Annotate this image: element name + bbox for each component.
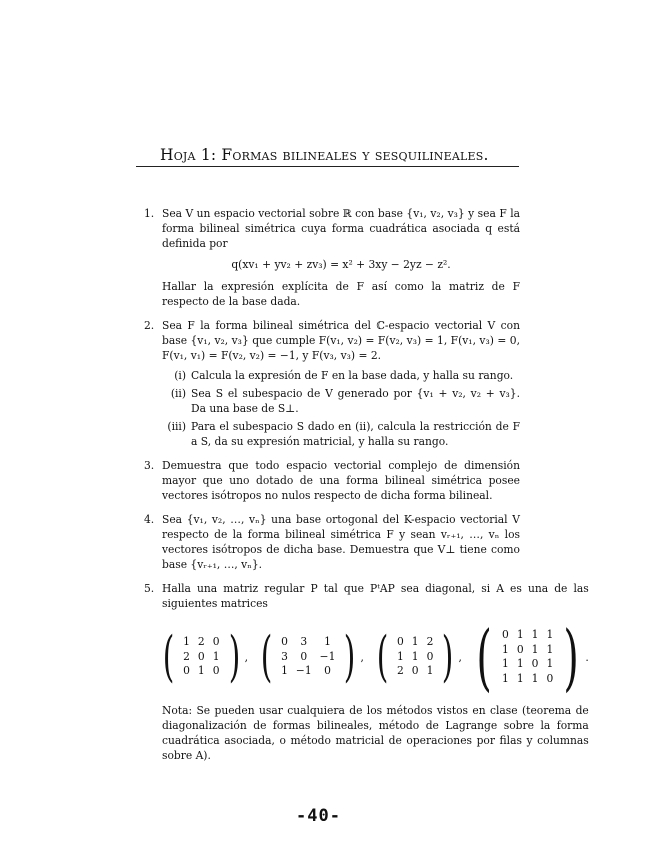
matrix-entry: 1 <box>212 649 220 663</box>
matrix-entry: 1 <box>197 664 205 678</box>
title-underline <box>136 166 519 167</box>
matrix-entry: 1 <box>502 642 509 656</box>
right-paren: ) <box>344 625 356 688</box>
matrix-entry: 0 <box>531 657 539 670</box>
matrix-entry: 0 <box>546 671 554 685</box>
matrix-separator: , <box>458 650 462 664</box>
matrix-entry: 0 <box>212 635 220 649</box>
matrix-entry: 2 <box>426 635 434 649</box>
matrix-entry: 1 <box>411 649 419 663</box>
right-paren: ) <box>442 625 454 688</box>
matrix-entry: 2 <box>183 649 190 663</box>
problem-number: 5. <box>144 582 155 595</box>
matrix-entry: 1 <box>281 664 288 678</box>
matrix-entry: 1 <box>502 657 509 670</box>
matrix-separator: , <box>244 650 248 664</box>
matrix-list <box>158 615 589 699</box>
problem-statement: Demuestra que todo espacio vectorial complejo de dimensión mayor que uno dotado de una forma bilineal simétrica posee vectores isótropos no nulos respecto de dicha forma bilineal. <box>162 459 520 502</box>
matrix-entry: 1 <box>531 671 539 685</box>
matrix-entry: 0 <box>516 642 524 656</box>
matrix-entry: 1 <box>531 628 539 641</box>
matrix-entry: 0 <box>183 664 190 678</box>
matrix-entry: 1 <box>546 628 554 641</box>
matrix-entry: 3 <box>281 649 288 663</box>
matrix-entry: 0 <box>502 628 509 641</box>
left-paren: ( <box>162 625 175 688</box>
matrix-entry: −1 <box>319 649 336 663</box>
right-paren: ) <box>563 615 580 699</box>
matrix-entry: 0 <box>212 664 220 678</box>
matrix-separator: , <box>360 650 364 664</box>
problem-list <box>144 206 589 772</box>
problem-3 <box>144 458 520 503</box>
matrix-2 <box>256 625 361 688</box>
matrix-entry: 0 <box>396 635 404 649</box>
matrix-entry: 0 <box>411 664 419 678</box>
matrix-3 <box>372 625 459 688</box>
matrix-entry: 1 <box>426 664 434 678</box>
problem-number: 2. <box>144 319 155 332</box>
problem-statement: Sea V un espacio vectorial sobre ℝ con base {v₁, v₂, v₃} y sea F la forma bilineal simétrica cuya forma cuadrática asociada q está definida por <box>162 207 520 250</box>
matrix-entry: 1 <box>324 635 331 649</box>
subitem-text: Sea S el subespacio de V generado por {v₁ + v₂, v₂ + v₃}. Da una base de S⊥. <box>191 387 520 415</box>
left-paren: ( <box>476 615 492 699</box>
matrix-entry: 2 <box>197 635 205 649</box>
problem-4 <box>144 512 520 572</box>
matrix-entry: 1 <box>516 628 524 641</box>
matrix-1 <box>158 625 245 688</box>
page-number: -40- <box>296 806 341 826</box>
problem-number: 3. <box>144 459 155 472</box>
problem-statement: Halla una matriz regular P tal que PᵗAP sea diagonal, si A es una de las siguientes matrices <box>162 582 589 610</box>
subitem-text: Calcula la expresión de F en la base dada, y halla su rango. <box>191 369 514 382</box>
matrix-entry: 3 <box>300 635 308 649</box>
matrix-entry: 1 <box>546 642 554 656</box>
subitem-iii <box>162 419 520 449</box>
matrix-entry: 1 <box>183 635 190 649</box>
quadratic-form-formula: q(xv₁ + yv₂ + zv₃) = x² + 3xy − 2yz − z². <box>231 258 451 271</box>
matrix-entry: 0 <box>197 649 205 663</box>
problem-number: 1. <box>144 207 155 220</box>
matrix-entry: 2 <box>396 664 404 678</box>
left-paren: ( <box>376 625 389 688</box>
subitem-text: Para el subespacio S dado en (ii), calcula la restricción de F a S, da su expresión matricial, y halla su rango. <box>191 420 520 448</box>
subitem-label: (ii) <box>170 387 186 400</box>
matrix-entry: 0 <box>324 664 331 678</box>
subitem-ii <box>162 386 520 416</box>
matrix-entry: 1 <box>396 649 404 663</box>
problem-1 <box>144 206 520 309</box>
matrix-entry: 1 <box>531 642 539 656</box>
problem-2 <box>144 318 520 449</box>
matrix-entry: 1 <box>411 635 419 649</box>
matrix-terminator: . <box>585 650 589 664</box>
problem-question: Hallar la expresión explícita de F así como la matriz de F respecto de la base dada. <box>162 280 520 308</box>
subitem-i <box>162 368 520 383</box>
matrix-entry: −1 <box>295 664 312 678</box>
matrix-entry: 1 <box>546 657 554 670</box>
problem-5 <box>144 581 589 763</box>
right-paren: ) <box>228 625 240 688</box>
left-paren: ( <box>260 625 273 688</box>
method-note: Nota: Se pueden usar cualquiera de los métodos vistos en clase (teorema de diagonalización de formas bilineales, método de Lagrange sobre la forma cuadrática asociada, o método matricial de operaciones por filas y columnas sobre A). <box>162 704 589 762</box>
subitem-label: (iii) <box>167 420 186 433</box>
problem-statement: Sea F la forma bilineal simétrica del ℂ-espacio vectorial V con base {v₁, v₂, v₃} que cumple F(v₁, v₂) = F(v₂, v₃) = 1, F(v₁, v₃) = 0, F(v₁, v₁) = F(v₂, v₂) = −1, y F(v₃, v₃) = 2. <box>162 319 520 362</box>
matrix-4 <box>470 615 585 699</box>
matrix-entry: 0 <box>281 635 288 649</box>
matrix-entry: 1 <box>502 671 509 685</box>
matrix-entry: 0 <box>426 649 434 663</box>
problem-statement: Sea {v₁, v₂, …, vₙ} una base ortogonal del K-espacio vectorial V respecto de la forma bilineal simétrica F y sean vᵣ₊₁, …, vₙ los vectores isótropos de dicha base. Demuestra que V⊥ tiene como base {vᵣ₊₁, …, vₙ}. <box>162 513 520 571</box>
matrix-entry: 0 <box>300 649 308 663</box>
problem-number: 4. <box>144 513 155 526</box>
matrix-entry: 1 <box>516 671 524 685</box>
sheet-title: Hoja 1: Formas bilineales y sesquilineales. <box>160 146 489 164</box>
subitem-label: (i) <box>174 369 186 382</box>
matrix-entry: 1 <box>516 657 524 670</box>
